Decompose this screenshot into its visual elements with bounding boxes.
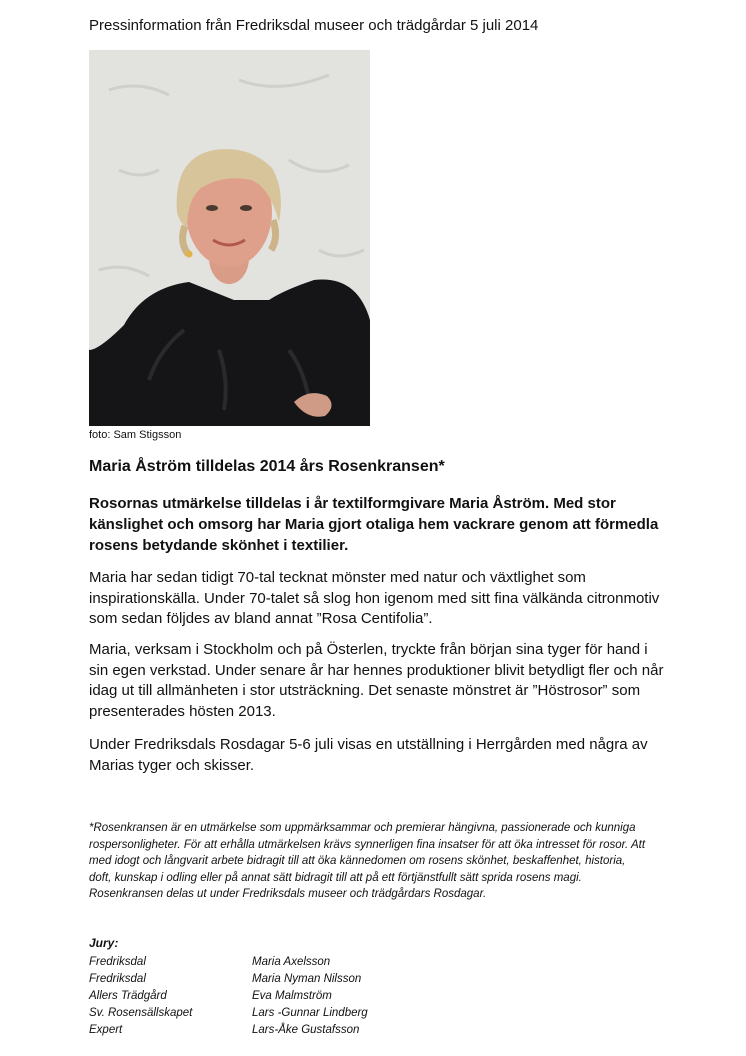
jury-member-name: Maria Nyman Nilsson [252,973,362,985]
jury-member-name: Eva Malmström [252,990,332,1002]
article-title: Maria Åström tilldelas 2014 års Rosenkransen* [89,458,445,475]
jury-organization: Sv. Rosensällskapet [89,1007,193,1019]
jury-organization: Expert [89,1024,123,1036]
document-header: Pressinformation från Fredriksdal museer och trädgårdar 5 juli 2014 [89,17,539,34]
jury-organization: Fredriksdal [89,956,146,968]
footnote: *Rosenkransen är en utmärkelse som uppmärksammar och premierar hängivna, passionerade och kunniga rospersonligheter. För att erhålla utmärkelsen krävs synnerligen fina insatser för att öka intresset för rosor. Att med idogt och långvarit arbete bidragit till att öka kännedomen om rosens skönhet, beskaffenhet, historia, doft, kunskap i odling eller på annat sätt bidragit till att på ett förtjänstfullt sätt sprida rosens magi. Rosenkransen delas ut under Fredriksdals museer och trädgårdars Rosdagar. [89,822,646,900]
body-paragraph: Maria har sedan tidigt 70-tal tecknat mönster med natur och växtlighet som inspirationskälla. Under 70-talet så slog hon igenom med sitt fina välkända citronmotiv som sedan följdes av bland annat ”Rosa Centifolia”. [89,569,660,627]
jury-heading: Jury: [89,936,119,950]
jury-organization: Fredriksdal [89,973,146,985]
jury-row [89,988,368,1005]
jury-member-name: Maria Axelsson [252,956,331,968]
body-paragraph: Maria, verksam i Stockholm och på Österlen, tryckte från början sina tyger för hand i sin egen verkstad. Under senare år har hennes produktioner blivit betydligt fler och når idag ut till allmänheten i stor utsträckning. Det senaste mönstret är ”Höstrosor” som presenterades hösten 2013. [89,641,664,720]
portrait-photo [89,50,370,426]
jury-member-name: Lars-Åke Gustafsson [252,1024,360,1036]
photo-caption: foto: Sam Stigsson [89,429,182,441]
body-paragraph: Under Fredriksdals Rosdagar 5-6 juli visas en utställning i Herrgården med några av Marias tyger och skisser. [89,736,648,774]
jury-row [89,971,368,988]
jury-list [89,954,368,1039]
lead-paragraph: Rosornas utmärkelse tilldelas i år textilformgivare Maria Åström. Med stor känslighet och omsorg har Maria gjort otaliga hem vackrare genom att förmedla rosens betydande skönhet i textilier. [89,495,659,554]
jury-row [89,1022,368,1039]
jury-row [89,954,368,971]
jury-row [89,1005,368,1022]
jury-organization: Allers Trädgård [89,990,167,1002]
jury-member-name: Lars -Gunnar Lindberg [252,1007,368,1019]
